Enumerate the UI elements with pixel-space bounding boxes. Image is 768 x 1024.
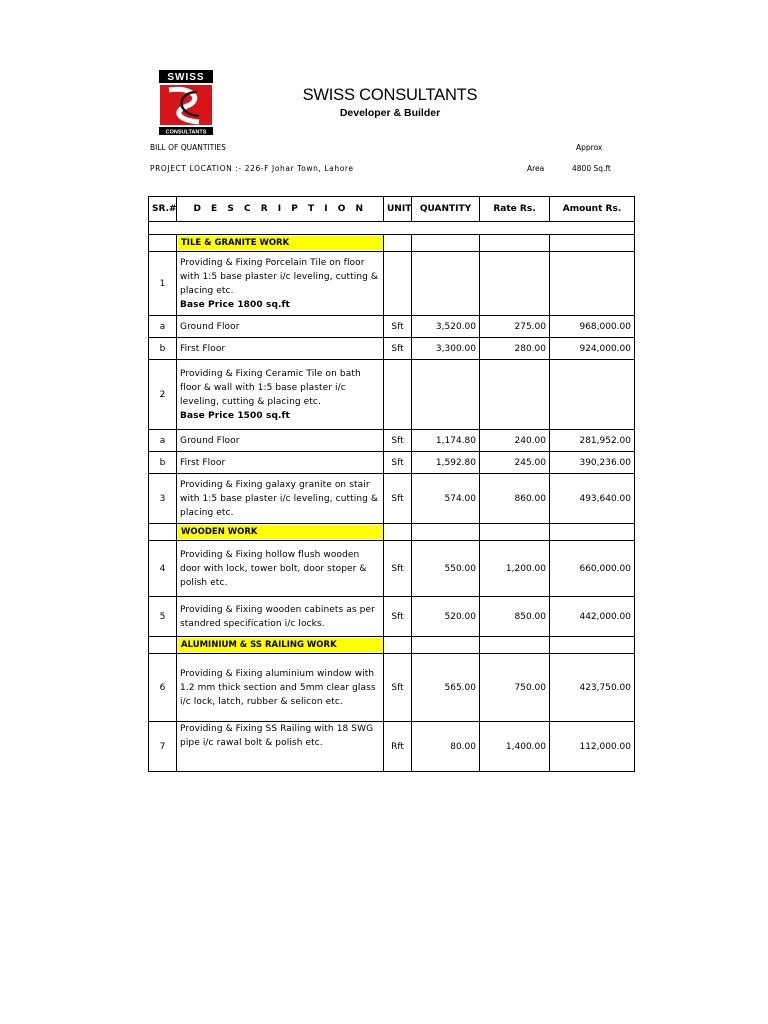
row-amount: 281,952.00 — [550, 430, 635, 452]
row-quantity: 80.00 — [412, 722, 480, 772]
row-sr: 6 — [149, 654, 177, 722]
row-unit: Sft — [384, 452, 412, 474]
company-tagline: Developer & Builder — [339, 107, 441, 119]
row-description: First Floor — [177, 338, 384, 360]
row-unit: Sft — [384, 654, 412, 722]
row-rate: 1,200.00 — [480, 541, 550, 597]
row-amount: 924,000.00 — [550, 338, 635, 360]
row-rate: 245.00 — [480, 452, 550, 474]
row-description: Providing & Fixing hollow flush wooden door with lock, tower bolt, door stoper & polish etc. — [177, 541, 384, 597]
table-row — [149, 360, 635, 430]
spacer-row — [149, 222, 635, 235]
table-header-row — [149, 197, 635, 222]
row-sr: 7 — [149, 722, 177, 772]
table-row — [149, 452, 635, 474]
row-quantity: 574.00 — [412, 474, 480, 524]
row-sr: b — [149, 338, 177, 360]
section-heading: WOODEN WORK — [178, 525, 383, 539]
document-title: BILL OF QUANTITIES — [150, 143, 226, 152]
company-name: SWISS CONSULTANTS — [302, 86, 478, 104]
row-unit: Sft — [384, 474, 412, 524]
table-row — [149, 722, 635, 772]
header-description: D E S C R I P T I O N — [177, 197, 384, 222]
row-amount: 968,000.00 — [550, 316, 635, 338]
table-row — [149, 597, 635, 637]
table-row — [149, 654, 635, 722]
row-unit: Sft — [384, 316, 412, 338]
item-description-text: Providing & Fixing Porcelain Tile on floor with 1:5 base plaster i/c leveling, cutting & placing etc. — [180, 257, 379, 296]
header-sr: SR.# — [149, 197, 177, 222]
header-quantity: QUANTITY — [412, 197, 480, 222]
row-amount: 442,000.00 — [550, 597, 635, 637]
row-sr: 4 — [149, 541, 177, 597]
row-sr: 1 — [149, 252, 177, 316]
table-row — [149, 541, 635, 597]
table-row — [149, 474, 635, 524]
row-description: Ground Floor — [177, 430, 384, 452]
row-rate: 280.00 — [480, 338, 550, 360]
row-description: Providing & Fixing wooden cabinets as per standred specification i/c locks. — [177, 597, 384, 637]
base-price: Base Price 1800 sq.ft — [180, 299, 290, 310]
table-row — [149, 252, 635, 316]
table-row — [149, 316, 635, 338]
row-rate: 1,400.00 — [480, 722, 550, 772]
row-unit: Sft — [384, 597, 412, 637]
base-price: Base Price 1500 sq.ft — [180, 410, 290, 421]
row-sr: 5 — [149, 597, 177, 637]
row-quantity: 565.00 — [412, 654, 480, 722]
row-rate: 850.00 — [480, 597, 550, 637]
section-heading: TILE & GRANITE WORK — [178, 236, 383, 250]
company-logo — [159, 70, 213, 136]
row-description: Providing & Fixing aluminium window with 1.2 mm thick section and 5mm clear glass i/c lock, latch, rubber & selicon etc. — [177, 654, 384, 722]
row-rate: 275.00 — [480, 316, 550, 338]
section-heading-row — [149, 637, 635, 654]
row-unit: Rft — [384, 722, 412, 772]
row-description: First Floor — [177, 452, 384, 474]
row-quantity: 1,174.80 — [412, 430, 480, 452]
row-sr: 3 — [149, 474, 177, 524]
section-heading: ALUMINIUM & SS RAILING WORK — [178, 638, 383, 652]
row-quantity: 550.00 — [412, 541, 480, 597]
row-amount: 493,640.00 — [550, 474, 635, 524]
row-sr: 2 — [149, 360, 177, 430]
row-unit: Sft — [384, 338, 412, 360]
row-rate: 860.00 — [480, 474, 550, 524]
row-rate: 240.00 — [480, 430, 550, 452]
section-heading-row — [149, 524, 635, 541]
table-row — [149, 430, 635, 452]
row-unit: Sft — [384, 430, 412, 452]
row-amount: 390,236.00 — [550, 452, 635, 474]
logo-text-bottom: CONSULTANTS — [165, 129, 207, 136]
row-sr: a — [149, 316, 177, 338]
header-unit: UNIT — [384, 197, 412, 222]
row-unit: Sft — [384, 541, 412, 597]
area-label: Area — [527, 164, 545, 173]
header-amount: Amount Rs. — [550, 197, 635, 222]
row-amount: 112,000.00 — [550, 722, 635, 772]
row-description: Providing & Fixing SS Railing with 18 SWG pipe i/c rawal bolt & polish etc. — [177, 722, 384, 772]
row-sr: b — [149, 452, 177, 474]
row-quantity: 1,592.80 — [412, 452, 480, 474]
row-description — [177, 360, 384, 430]
row-description — [177, 252, 384, 316]
header-rate: Rate Rs. — [480, 197, 550, 222]
row-sr: a — [149, 430, 177, 452]
row-rate: 750.00 — [480, 654, 550, 722]
section-heading-row — [149, 235, 635, 252]
bill-of-quantities-table — [148, 196, 635, 772]
row-description: Providing & Fixing galaxy granite on stair with 1:5 base plaster i/c leveling, cutting & placing etc. — [177, 474, 384, 524]
project-location: PROJECT LOCATION :- 226-F Johar Town, Lahore — [150, 164, 354, 173]
row-amount: 423,750.00 — [550, 654, 635, 722]
approx-label: Approx — [576, 143, 603, 152]
area-value: 4800 Sq.ft — [572, 164, 611, 173]
row-description: Ground Floor — [177, 316, 384, 338]
row-amount: 660,000.00 — [550, 541, 635, 597]
row-quantity: 520.00 — [412, 597, 480, 637]
item-description-text: Providing & Fixing Ceramic Tile on bath floor & wall with 1:5 base plaster i/c leveling, cutting & placing etc. — [180, 368, 361, 407]
table-row — [149, 338, 635, 360]
logo-text-top: SWISS — [167, 72, 205, 83]
row-quantity: 3,520.00 — [412, 316, 480, 338]
row-quantity: 3,300.00 — [412, 338, 480, 360]
